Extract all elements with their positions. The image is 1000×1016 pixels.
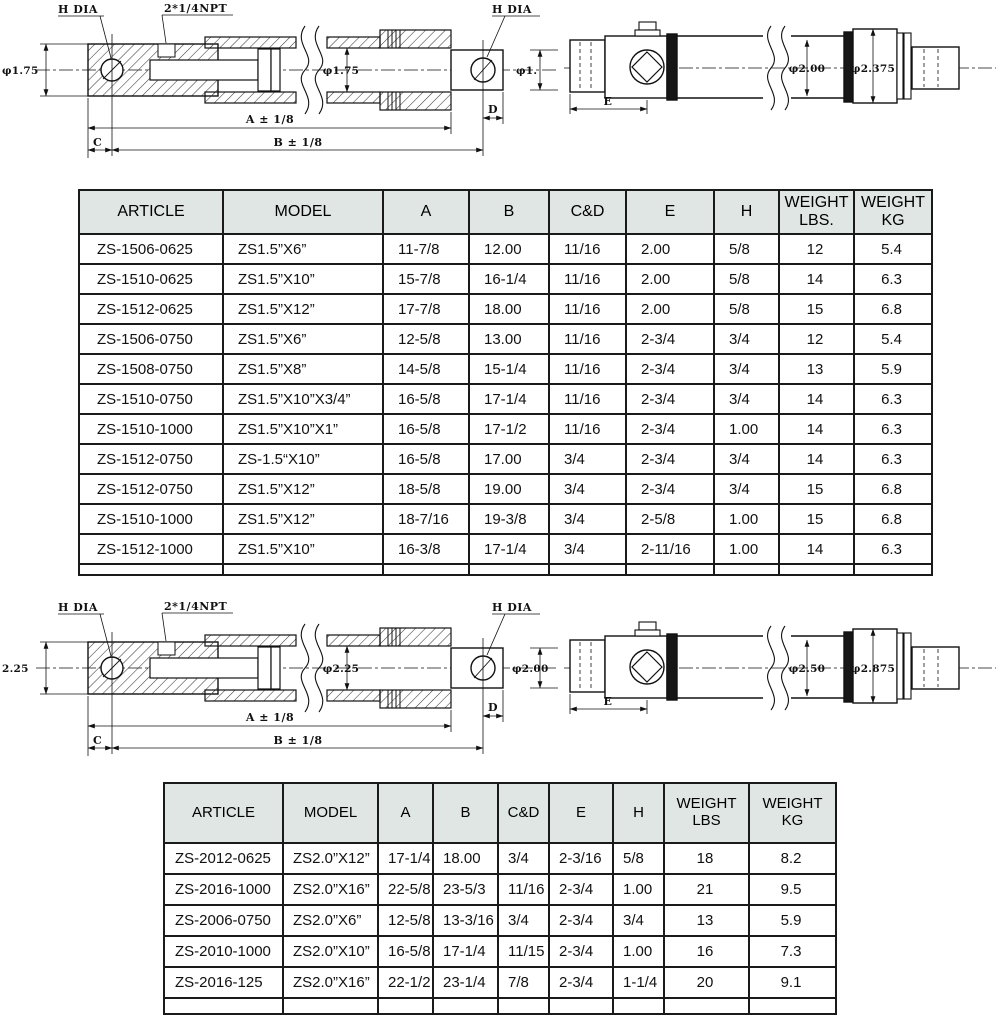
table-cell: ZS-1508-0750 xyxy=(79,354,223,384)
table-cell: 11/15 xyxy=(498,936,549,967)
table-cell: 7/8 xyxy=(498,967,549,998)
table-cell: 19.00 xyxy=(469,474,549,504)
table-cell: ZS-2012-0625 xyxy=(164,843,283,874)
table-cell: 5/8 xyxy=(714,264,779,294)
table-cell: 17-7/8 xyxy=(383,294,469,324)
table-cell: ZS-1506-0750 xyxy=(79,324,223,354)
column-header-a: A xyxy=(383,190,469,234)
table-cell: 16-5/8 xyxy=(383,384,469,414)
table-cell: ZS-1510-0625 xyxy=(79,264,223,294)
table-spacer-cell xyxy=(549,998,613,1014)
table-cell: ZS1.5”X12” xyxy=(223,504,383,534)
table-row xyxy=(79,264,932,294)
table-cell: 1.00 xyxy=(613,874,664,905)
table-cell: 6.8 xyxy=(854,504,932,534)
table-cell: 11/16 xyxy=(549,384,626,414)
table-cell: ZS-1506-0625 xyxy=(79,234,223,264)
cylinder-cross-section-drawing-1 xyxy=(0,0,560,180)
dim-d-label: D xyxy=(488,103,499,116)
table-cell: 18-7/16 xyxy=(383,504,469,534)
table-spacer-cell xyxy=(283,998,378,1014)
cylinder-cross-section-drawing-2 xyxy=(0,598,560,778)
table-spacer-cell xyxy=(378,998,433,1014)
cylinder-body-outline xyxy=(570,622,959,710)
table-cell: 2-3/4 xyxy=(626,474,714,504)
table-row xyxy=(79,384,932,414)
table-cell: ZS-1510-0750 xyxy=(79,384,223,414)
cylinder-side-view-drawing-1 xyxy=(560,8,1000,148)
table-cell: 15-1/4 xyxy=(469,354,549,384)
table-spacer-cell xyxy=(854,564,932,575)
table-cell: 2.00 xyxy=(626,264,714,294)
table-cell: 12.00 xyxy=(469,234,549,264)
table-cell: 13 xyxy=(779,354,854,384)
table-cell: 5.9 xyxy=(749,905,836,936)
diameter-label-left: φ1.75 xyxy=(2,65,39,77)
diameter-label-mid: φ2.25 xyxy=(322,663,360,675)
table-cell: 5/8 xyxy=(714,234,779,264)
h-dia-label-right: H DIA xyxy=(492,601,532,614)
table-cell: 2-3/4 xyxy=(626,354,714,384)
column-header-article: ARTICLE xyxy=(79,190,223,234)
table-cell: 6.3 xyxy=(854,534,932,564)
diameter-label-collar: φ2.875 xyxy=(850,663,896,675)
table-cell: 19-3/8 xyxy=(469,504,549,534)
diameter-label-mid: φ2.00 xyxy=(788,63,826,75)
table-cell: 17-1/4 xyxy=(469,534,549,564)
table-cell: 3/4 xyxy=(613,905,664,936)
column-header-b: B xyxy=(469,190,549,234)
table-cell: ZS-2006-0750 xyxy=(164,905,283,936)
table-cell: 3/4 xyxy=(714,354,779,384)
table-cell: 5.4 xyxy=(854,234,932,264)
table-cell: 15 xyxy=(779,504,854,534)
table-cell: 6.3 xyxy=(854,264,932,294)
table-cell: 6.8 xyxy=(854,474,932,504)
cylinder-body-outline xyxy=(570,22,959,110)
table-row xyxy=(79,534,932,564)
table-row xyxy=(164,874,836,905)
table-cell: 23-1/4 xyxy=(433,967,498,998)
table-cell: 11/16 xyxy=(549,354,626,384)
table-cell: 17.00 xyxy=(469,444,549,474)
dim-b-label: B ± 1/8 xyxy=(273,734,323,747)
table-cell: 15 xyxy=(779,474,854,504)
table-header xyxy=(164,783,836,843)
table-cell: 13.00 xyxy=(469,324,549,354)
table-cell: ZS2.0”X16” xyxy=(283,967,378,998)
table-cell: 16 xyxy=(664,936,749,967)
column-header-weight-lbs: WEIGHT LBS. xyxy=(779,190,854,234)
column-header-cd: C&D xyxy=(549,190,626,234)
table-cell: 23-5/3 xyxy=(433,874,498,905)
table-row xyxy=(79,444,932,474)
table-spacer-cell xyxy=(383,564,469,575)
table-cell: 12-5/8 xyxy=(383,324,469,354)
table-cell: 16-5/8 xyxy=(378,936,433,967)
table-spacer-row xyxy=(164,998,836,1014)
dim-c-label: C xyxy=(93,734,103,747)
table-cell: 12-5/8 xyxy=(378,905,433,936)
table-cell: 22-1/2 xyxy=(378,967,433,998)
table-cell: 1.00 xyxy=(714,414,779,444)
table-cell: 3/4 xyxy=(498,905,549,936)
table-row xyxy=(79,354,932,384)
table-spacer-cell xyxy=(664,998,749,1014)
table-cell: 18.00 xyxy=(433,843,498,874)
table-cell: 5.4 xyxy=(854,324,932,354)
diameter-label-mid: φ2.50 xyxy=(788,663,826,675)
column-header-weight-kg: WEIGHT KG xyxy=(854,190,932,234)
cylinder-side-view-drawing-2 xyxy=(560,608,1000,748)
table-cell: 1.00 xyxy=(714,504,779,534)
column-header-e: E xyxy=(549,783,613,843)
table-cell: ZS1.5”X10” xyxy=(223,264,383,294)
table-row xyxy=(164,936,836,967)
table-spacer-cell xyxy=(223,564,383,575)
column-header-weight-lbs: WEIGHT LBS xyxy=(664,783,749,843)
table-cell: ZS2.0”X10” xyxy=(283,936,378,967)
table-cell: 2-3/4 xyxy=(626,414,714,444)
table-cell: 14 xyxy=(779,264,854,294)
h-dia-label-left: H DIA xyxy=(58,601,98,614)
table-cell: 6.8 xyxy=(854,294,932,324)
table-cell: ZS1.5”X6” xyxy=(223,324,383,354)
table-cell: 2-3/4 xyxy=(549,874,613,905)
column-header-h: H xyxy=(613,783,664,843)
table-row xyxy=(79,414,932,444)
table-cell: ZS1.5”X12” xyxy=(223,474,383,504)
npt-port-label: 2*1/4NPT xyxy=(164,2,228,15)
table-cell: ZS2.0”X12” xyxy=(283,843,378,874)
table-cell: 1-1/4 xyxy=(613,967,664,998)
table-cell: 16-1/4 xyxy=(469,264,549,294)
table-spacer-cell xyxy=(79,564,223,575)
column-header-a: A xyxy=(378,783,433,843)
table-cell: 5/8 xyxy=(613,843,664,874)
table-cell: 14-5/8 xyxy=(383,354,469,384)
table-cell: 3/4 xyxy=(714,324,779,354)
diameter-label-mid: φ1.75 xyxy=(322,65,360,77)
table-cell: 2-3/4 xyxy=(626,384,714,414)
table-cell: 6.3 xyxy=(854,414,932,444)
table-cell: 18-5/8 xyxy=(383,474,469,504)
table-cell: 5.9 xyxy=(854,354,932,384)
column-header-e: E xyxy=(626,190,714,234)
table-cell: 18 xyxy=(664,843,749,874)
table-cell: 15-7/8 xyxy=(383,264,469,294)
table-cell: 1.00 xyxy=(613,936,664,967)
table-cell: 3/4 xyxy=(714,384,779,414)
column-header-b: B xyxy=(433,783,498,843)
table-cell: ZS1.5”X10” xyxy=(223,534,383,564)
table-cell: 2-3/4 xyxy=(626,444,714,474)
npt-port-label: 2*1/4NPT xyxy=(164,600,228,613)
table-cell: 12 xyxy=(779,234,854,264)
table-cell: 5/8 xyxy=(714,294,779,324)
table-cell: 14 xyxy=(779,414,854,444)
table-row xyxy=(79,294,932,324)
table-cell: 14 xyxy=(779,444,854,474)
table-cell: 3/4 xyxy=(714,474,779,504)
table-spacer-cell xyxy=(469,564,549,575)
table-cell: 2-3/16 xyxy=(549,843,613,874)
table-row xyxy=(164,905,836,936)
table-cell: 17-1/4 xyxy=(433,936,498,967)
table-cell: ZS-2016-1000 xyxy=(164,874,283,905)
table-cell: 11/16 xyxy=(549,414,626,444)
table-cell: ZS1.5”X10”X3/4” xyxy=(223,384,383,414)
table-spacer-cell xyxy=(164,998,283,1014)
h-dia-label-left: H DIA xyxy=(58,3,98,16)
diameter-label-collar: φ2.375 xyxy=(850,63,896,75)
table-cell: 2-11/16 xyxy=(626,534,714,564)
table-spacer-cell xyxy=(613,998,664,1014)
table-cell: 7.3 xyxy=(749,936,836,967)
diameter-label-right: φ2.00 xyxy=(512,663,549,675)
table-cell: 11/16 xyxy=(549,294,626,324)
table-cell: ZS-2010-1000 xyxy=(164,936,283,967)
table-cell: 22-5/8 xyxy=(378,874,433,905)
table-body xyxy=(164,843,836,1014)
table-cell: ZS2.0”X16” xyxy=(283,874,378,905)
table-cell: 9.5 xyxy=(749,874,836,905)
table-cell: 3/4 xyxy=(549,444,626,474)
table-cell: ZS1.5”X10”X1” xyxy=(223,414,383,444)
table-cell: 2-3/4 xyxy=(549,905,613,936)
table-cell: 16-5/8 xyxy=(383,414,469,444)
table-row xyxy=(164,967,836,998)
table-cell: 11/16 xyxy=(498,874,549,905)
table-cell: 2.00 xyxy=(626,294,714,324)
table-cell: 16-3/8 xyxy=(383,534,469,564)
table-cell: ZS-1512-1000 xyxy=(79,534,223,564)
table-cell: 6.3 xyxy=(854,444,932,474)
dim-a-label: A ± 1/8 xyxy=(245,711,295,724)
diameter-label-left: 2.25 xyxy=(2,663,29,675)
table-cell: ZS2.0”X6” xyxy=(283,905,378,936)
spec-table-1-5-inch xyxy=(78,189,933,576)
table-spacer-cell xyxy=(549,564,626,575)
table-cell: 13 xyxy=(664,905,749,936)
table-cell: 11-7/8 xyxy=(383,234,469,264)
table-spacer-cell xyxy=(779,564,854,575)
table-header xyxy=(79,190,932,234)
table-cell: 11/16 xyxy=(549,264,626,294)
dim-d-label: D xyxy=(488,701,499,714)
table-spacer-row xyxy=(79,564,932,575)
table-cell: ZS1.5”X12” xyxy=(223,294,383,324)
table-row xyxy=(79,504,932,534)
table-cell: 15 xyxy=(779,294,854,324)
table-cell: 18.00 xyxy=(469,294,549,324)
table-cell: 2-5/8 xyxy=(626,504,714,534)
dim-e-label: E xyxy=(603,695,613,708)
table-cell: ZS-1.5“X10” xyxy=(223,444,383,474)
diameter-label-right: φ1. xyxy=(516,65,538,77)
dim-a-label: A ± 1/8 xyxy=(245,113,295,126)
table-cell: 3/4 xyxy=(498,843,549,874)
table-cell: 11/16 xyxy=(549,234,626,264)
table-cell: 9.1 xyxy=(749,967,836,998)
table-row xyxy=(79,324,932,354)
table-cell: 8.2 xyxy=(749,843,836,874)
table-cell: 6.3 xyxy=(854,384,932,414)
table-spacer-cell xyxy=(749,998,836,1014)
spec-table-2-0-inch xyxy=(163,782,837,1015)
table-cell: 14 xyxy=(779,384,854,414)
column-header-model: MODEL xyxy=(283,783,378,843)
table-cell: 16-5/8 xyxy=(383,444,469,474)
table-row xyxy=(79,234,932,264)
table-row xyxy=(79,474,932,504)
table-cell: 11/16 xyxy=(549,324,626,354)
table-cell: 3/4 xyxy=(549,504,626,534)
table-spacer-cell xyxy=(626,564,714,575)
table-cell: 2.00 xyxy=(626,234,714,264)
table-cell: 21 xyxy=(664,874,749,905)
table-cell: ZS-1512-0750 xyxy=(79,474,223,504)
column-header-weight-kg: WEIGHT KG xyxy=(749,783,836,843)
table-cell: ZS-1512-0625 xyxy=(79,294,223,324)
column-header-cd: C&D xyxy=(498,783,549,843)
dim-b-label: B ± 1/8 xyxy=(273,136,323,149)
dim-e-label: E xyxy=(603,95,613,108)
table-row xyxy=(164,843,836,874)
table-cell: 3/4 xyxy=(714,444,779,474)
header-row xyxy=(164,783,836,843)
table-cell: 12 xyxy=(779,324,854,354)
column-header-article: ARTICLE xyxy=(164,783,283,843)
table-cell: ZS-1512-0750 xyxy=(79,444,223,474)
table-cell: 2-3/4 xyxy=(626,324,714,354)
column-header-h: H xyxy=(714,190,779,234)
dim-c-label: C xyxy=(93,136,103,149)
table-cell: 2-3/4 xyxy=(549,936,613,967)
table-spacer-cell xyxy=(433,998,498,1014)
table-cell: 1.00 xyxy=(714,534,779,564)
header-row xyxy=(79,190,932,234)
table-cell: 17-1/4 xyxy=(469,384,549,414)
table-spacer-cell xyxy=(498,998,549,1014)
table-cell: ZS-1510-1000 xyxy=(79,414,223,444)
table-cell: 17-1/4 xyxy=(378,843,433,874)
table-body xyxy=(79,234,932,575)
table-cell: 17-1/2 xyxy=(469,414,549,444)
table-cell: 14 xyxy=(779,534,854,564)
table-cell: ZS1.5”X8” xyxy=(223,354,383,384)
table-cell: 13-3/16 xyxy=(433,905,498,936)
table-cell: 3/4 xyxy=(549,474,626,504)
table-cell: 2-3/4 xyxy=(549,967,613,998)
table-cell: ZS1.5”X6” xyxy=(223,234,383,264)
table-spacer-cell xyxy=(714,564,779,575)
column-header-model: MODEL xyxy=(223,190,383,234)
table-cell: ZS-1510-1000 xyxy=(79,504,223,534)
h-dia-label-right: H DIA xyxy=(492,3,532,16)
table-cell: ZS-2016-125 xyxy=(164,967,283,998)
table-cell: 20 xyxy=(664,967,749,998)
table-cell: 3/4 xyxy=(549,534,626,564)
